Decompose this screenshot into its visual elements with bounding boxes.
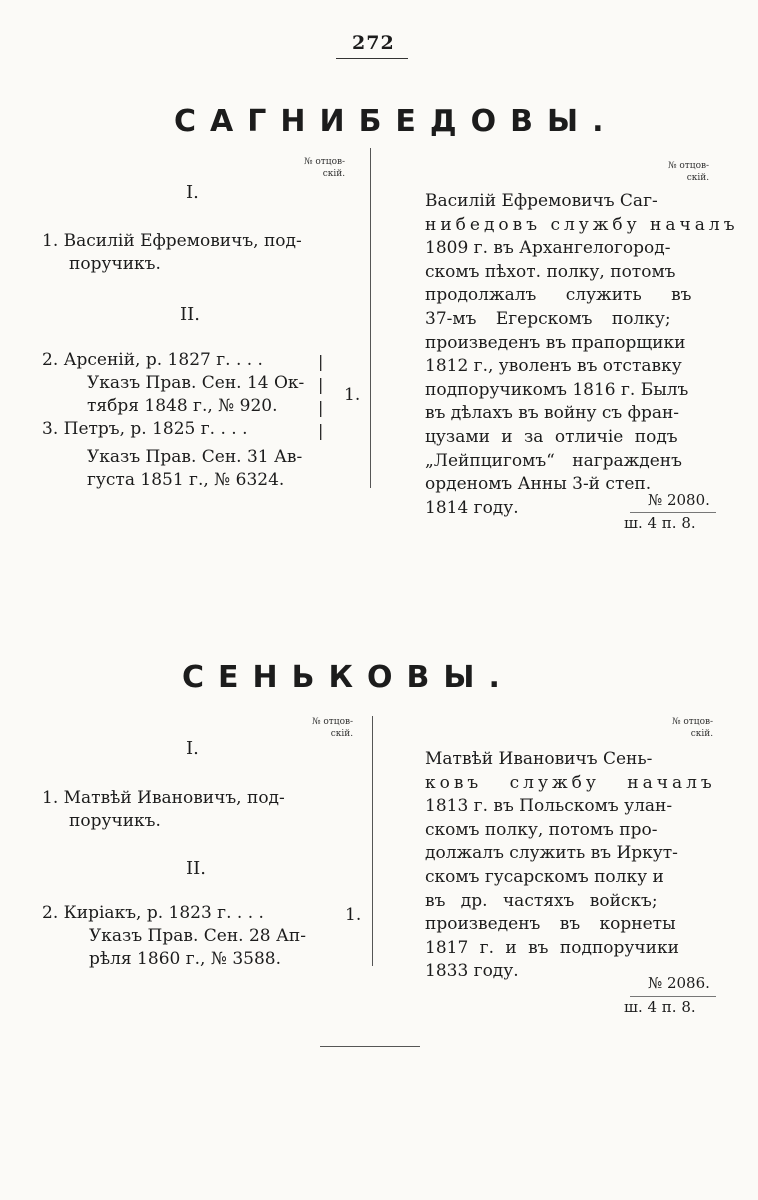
- entries-brace: | | | |: [318, 352, 324, 440]
- parent-ref: 1.: [344, 385, 361, 405]
- genealogy-entry-2: 2. Киріакъ, р. 1823 г. . . . Указъ Прав. Сен. 28 Ап- рѣля 1860 г., № 3588.: [42, 903, 306, 969]
- archive-rule: [630, 512, 716, 513]
- genealogy-entry-3-decree: Указъ Прав. Сен. 31 Ав- густа 1851 г., № 6324.: [87, 447, 303, 490]
- column-head-left: № отцов- скій.: [304, 157, 346, 179]
- generation-1-heading: I.: [186, 182, 199, 203]
- section-end-rule: [320, 1046, 420, 1047]
- genealogy-entry-1: 1. Василій Ефремовичъ, под- поручикъ.: [42, 231, 302, 274]
- page-number: 272: [352, 32, 395, 54]
- column-divider: [370, 148, 371, 488]
- column-head-left: № отцов- скій.: [312, 717, 354, 739]
- page-number-rule: [336, 58, 408, 59]
- generation-2-heading: II.: [186, 858, 206, 879]
- column-head-right: № отцов- скій.: [668, 161, 710, 183]
- biography-sagnibedov: Василій Ефремовичъ Саг- нибедовъ службу началъ 1809 г. въ Архангелогород- скомъ пѣхот. полку, потомъ продолжалъ служить въ 37-мъ Егерскомъ полку; произведенъ въ прапорщики 1812 г., уволенъ въ отставку подпоручикомъ 1816 г. Былъ въ дѣлахъ въ войну съ фран- цузами и за отличіе подъ „Лейпцигомъ“ награжденъ орденомъ Анны 3-й степ. 1814 году.: [425, 191, 739, 518]
- parent-ref: 1.: [345, 905, 362, 925]
- column-head-right: № отцов- скій.: [672, 717, 714, 739]
- archive-number: № 2080.: [648, 491, 710, 509]
- genealogy-entry-2: 2. Арсеній, р. 1827 г. . . . Указъ Прав. Сен. 14 Ок- тября 1848 г., № 920.: [42, 350, 305, 416]
- family-title-senkovy: СЕНЬКОВЫ.: [182, 660, 514, 695]
- biography-senkov: Матвѣй Ивановичъ Сень- ковъ службу началъ 1813 г. въ Польскомъ улан- скомъ полку, потомъ про- должалъ служить въ Иркут- скомъ гусарскомъ полку и въ др. частяхъ войскъ; произведенъ въ корнеты 1817 г. и въ подпоручики 1833 году.: [425, 749, 716, 982]
- archive-number: № 2086.: [648, 974, 710, 992]
- generation-2-heading: II.: [180, 304, 200, 325]
- genealogy-entry-1: 1. Матвѣй Ивановичъ, под- поручикъ.: [42, 788, 285, 831]
- column-divider: [372, 716, 373, 966]
- family-title-sagnibedovy: САГНИБЕДОВЫ.: [174, 104, 618, 139]
- archive-location: ш. 4 п. 8.: [624, 998, 696, 1016]
- archive-location: ш. 4 п. 8.: [624, 514, 696, 532]
- genealogy-entry-3: 3. Петръ, р. 1825 г. . . .: [42, 419, 248, 439]
- generation-1-heading: I.: [186, 738, 199, 759]
- archive-rule: [630, 996, 716, 997]
